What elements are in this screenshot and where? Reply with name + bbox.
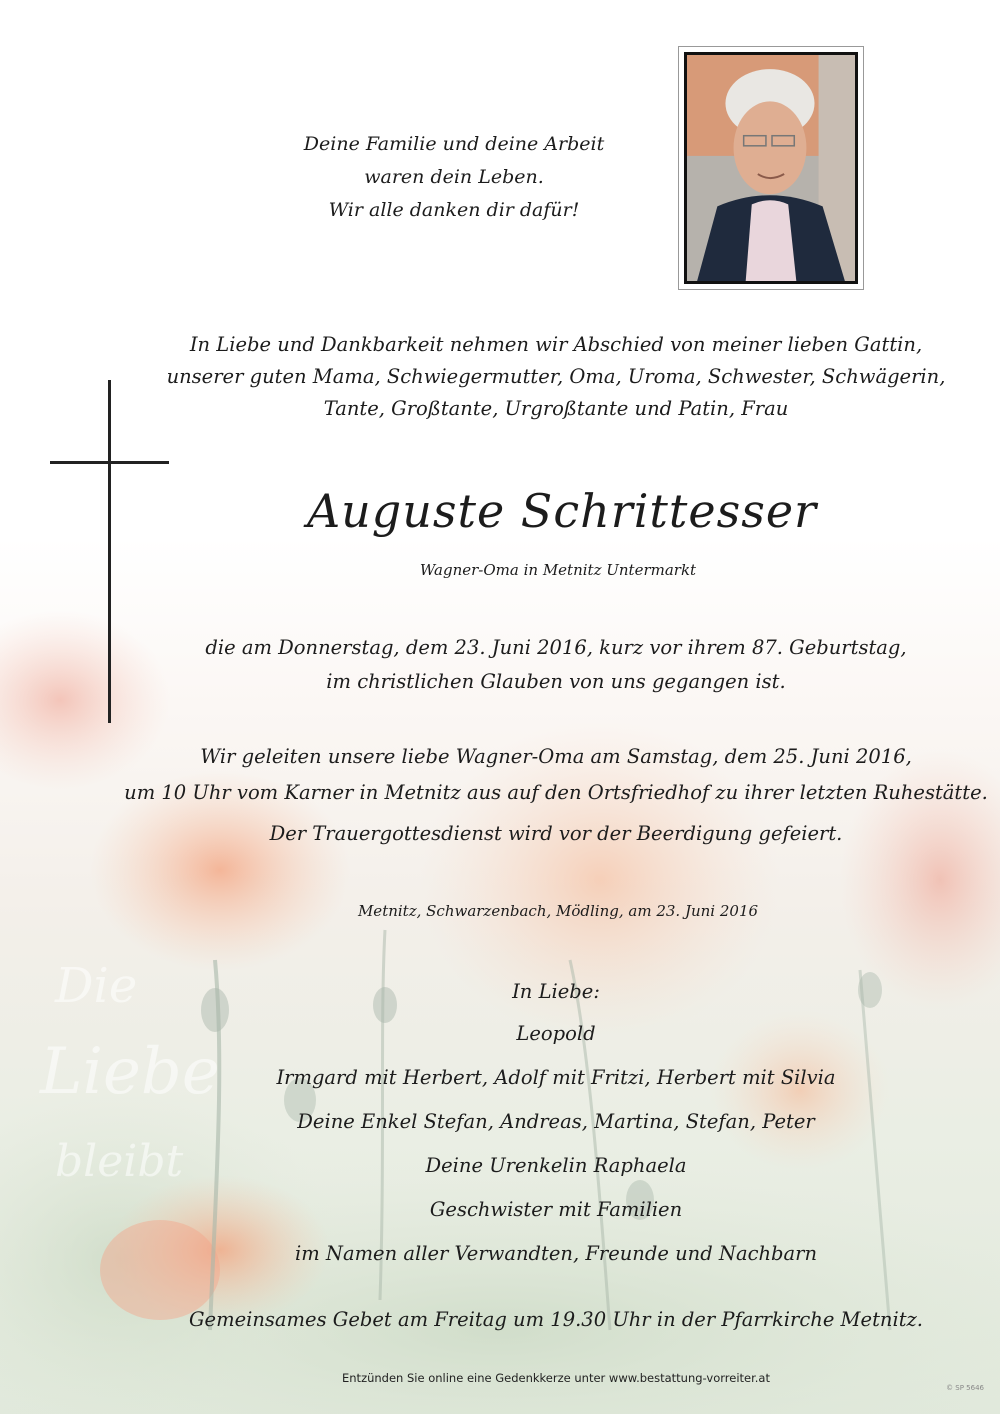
footer-memorial-link[interactable]: Entzünden Sie online eine Gedenkkerze unter www.bestattung-vorreiter.at [342, 1371, 770, 1385]
motto-line: Deine Familie und deine Arbeit [303, 133, 605, 155]
funeral-line: um 10 Uhr vom Karner in Metnitz aus auf den Ortsfriedhof zu ihrer letzten Ruhestätte. [124, 781, 988, 804]
funeral-line: Wir geleiten unsere liebe Wagner-Oma am Samstag, dem 25. Juni 2016, [200, 745, 912, 768]
farewell-line: unserer guten Mama, Schwiegermutter, Oma, Uroma, Schwester, Schwägerin, [166, 365, 946, 388]
death-notice-line: im christlichen Glauben von uns gegangen ist. [326, 670, 786, 693]
place-date: Metnitz, Schwarzenbach, Mödling, am 23. Juni 2016 [357, 902, 759, 920]
document-code: © SP 5646 [946, 1384, 984, 1392]
watermark-word: Die [55, 958, 138, 1014]
mourner-line: Irmgard mit Herbert, Adolf mit Fritzi, Herbert mit Silvia [276, 1066, 836, 1089]
mass-line: Der Trauergottesdienst wird vor der Beerdigung gefeiert. [269, 822, 843, 845]
mourner-line: Deine Urenkelin Raphaela [425, 1154, 687, 1177]
deceased-name: Auguste Schrittesser [306, 484, 818, 538]
mourners-heading: In Liebe: [512, 980, 600, 1003]
cross-horizontal-bar [50, 461, 169, 464]
death-notice-line: die am Donnerstag, dem 23. Juni 2016, kurz vor ihrem 87. Geburtstag, [205, 636, 907, 659]
mourner-line: Deine Enkel Stefan, Andreas, Martina, Stefan, Peter [297, 1110, 815, 1133]
prayer-notice: Gemeinsames Gebet am Freitag um 19.30 Uhr in der Pfarrkirche Metnitz. [188, 1308, 924, 1331]
poppy-blossom-front [100, 1220, 220, 1320]
mourner-line: Leopold [516, 1022, 596, 1045]
deceased-nickname: Wagner-Oma in Metnitz Untermarkt [419, 561, 697, 579]
motto-line: waren dein Leben. [364, 166, 544, 188]
watermark-word: Liebe [40, 1035, 220, 1109]
motto-line: Wir alle danken dir dafür! [328, 199, 580, 221]
watermark-word: bleibt [55, 1136, 184, 1187]
mourner-line: im Namen aller Verwandten, Freunde und Nachbarn [294, 1242, 818, 1265]
farewell-line: In Liebe und Dankbarkeit nehmen wir Abschied von meiner lieben Gattin, [189, 333, 923, 356]
mourner-line: Geschwister mit Familien [429, 1198, 683, 1221]
farewell-line: Tante, Großtante, Urgroßtante und Patin, Frau [323, 397, 789, 420]
